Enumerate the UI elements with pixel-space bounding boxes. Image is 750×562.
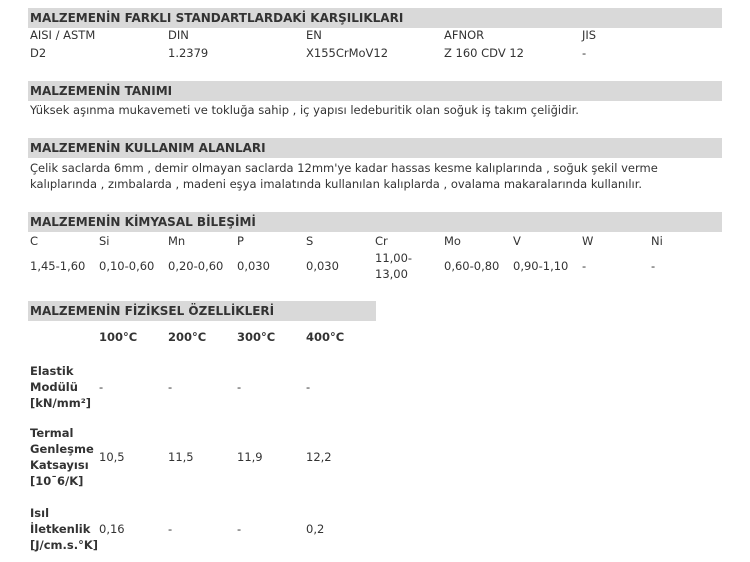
chem-value-v: 0,90-1,10 <box>513 259 569 273</box>
phys-row-thermal-label-1: Termal <box>30 426 74 440</box>
chem-element-s: S <box>306 234 314 248</box>
phys-row-conductivity-label-3: [J/cm.s.°K] <box>30 538 99 552</box>
std-value-jis: - <box>582 46 587 60</box>
chemical-section-title: MALZEMENİN KİMYASAL BİLEŞİMİ <box>28 212 722 232</box>
phys-thermal-value-200: 11,5 <box>168 450 194 464</box>
description-text: Yüksek aşınma mukavemeti ve tokluğa sahip , iç yapısı ledeburitik olan soğuk iş takım çeliğidir. <box>30 103 579 117</box>
std-value-afnor: Z 160 CDV 12 <box>444 46 524 60</box>
phys-row-thermal-label-2: Genleşme <box>30 442 94 456</box>
std-header-din: DIN <box>168 28 189 42</box>
phys-conductivity-value-100: 0,16 <box>99 522 125 536</box>
chem-value-cr-line1: 11,00- <box>375 251 413 265</box>
chem-value-si: 0,10-0,60 <box>99 259 155 273</box>
phys-elastic-value-300: - <box>237 380 242 394</box>
chem-value-c: 1,45-1,60 <box>30 259 86 273</box>
phys-temp-400: 400°C <box>306 330 345 344</box>
chem-value-mo: 0,60-0,80 <box>444 259 500 273</box>
chem-element-p: P <box>237 234 244 248</box>
chem-value-mn: 0,20-0,60 <box>168 259 224 273</box>
phys-elastic-value-400: - <box>306 380 311 394</box>
chem-element-v: V <box>513 234 521 248</box>
chem-value-s: 0,030 <box>306 259 339 273</box>
description-section-title: MALZEMENİN TANIMI <box>28 81 722 101</box>
chem-value-w: - <box>582 259 587 273</box>
chem-element-c: C <box>30 234 39 248</box>
chem-value-ni: - <box>651 259 656 273</box>
chem-element-ni: Ni <box>651 234 663 248</box>
std-header-aisi: AISI / ASTM <box>30 28 96 42</box>
chem-element-cr: Cr <box>375 234 388 248</box>
standards-section-title: MALZEMENİN FARKLI STANDARTLARDAKİ KARŞILIKLARI <box>28 8 722 28</box>
std-value-din: 1.2379 <box>168 46 209 60</box>
chem-element-mn: Mn <box>168 234 186 248</box>
std-header-afnor: AFNOR <box>444 28 485 42</box>
phys-conductivity-value-300: - <box>237 522 242 536</box>
phys-temp-200: 200°C <box>168 330 207 344</box>
phys-row-conductivity-label-1: Isıl <box>30 506 50 520</box>
phys-conductivity-value-400: 0,2 <box>306 522 325 536</box>
phys-thermal-value-400: 12,2 <box>306 450 332 464</box>
usage-text: Çelik saclarda 6mm , demir olmayan saclarda 12mm'ye kadar hassas kesme kalıplarında , soğuk şekil verme kalıplarında , zımbalarda , madeni eşya imalatında kullanılan kalıplarda , ovalama makaralarında kullanılır. <box>30 161 658 191</box>
usage-section-title: MALZEMENİN KULLANIM ALANLARI <box>28 138 722 158</box>
chem-value-cr-line2: 13,00 <box>375 267 408 281</box>
chem-element-mo: Mo <box>444 234 461 248</box>
std-value-en: X155CrMoV12 <box>306 46 389 60</box>
std-header-en: EN <box>306 28 322 42</box>
chem-element-w: W <box>582 234 594 248</box>
phys-row-thermal-label-4: [10ˉ6/K] <box>30 474 84 488</box>
phys-row-elastic-label-3: [kN/mm²] <box>30 396 91 410</box>
phys-row-thermal-label-3: Katsayısı <box>30 458 89 472</box>
phys-elastic-value-200: - <box>168 380 173 394</box>
phys-row-elastic-label-1: Elastik <box>30 364 74 378</box>
phys-row-conductivity-label-2: İletkenlik <box>30 522 91 536</box>
std-header-jis: JIS <box>582 28 597 42</box>
chem-element-si: Si <box>99 234 110 248</box>
std-value-aisi: D2 <box>30 46 47 60</box>
phys-temp-100: 100°C <box>99 330 138 344</box>
phys-thermal-value-300: 11,9 <box>237 450 263 464</box>
physical-section-title: MALZEMENİN FİZİKSEL ÖZELLİKLERİ <box>28 301 376 321</box>
phys-temp-300: 300°C <box>237 330 276 344</box>
phys-conductivity-value-200: - <box>168 522 173 536</box>
phys-thermal-value-100: 10,5 <box>99 450 125 464</box>
phys-row-elastic-label-2: Modülü <box>30 380 78 394</box>
phys-elastic-value-100: - <box>99 380 104 394</box>
chem-value-p: 0,030 <box>237 259 270 273</box>
